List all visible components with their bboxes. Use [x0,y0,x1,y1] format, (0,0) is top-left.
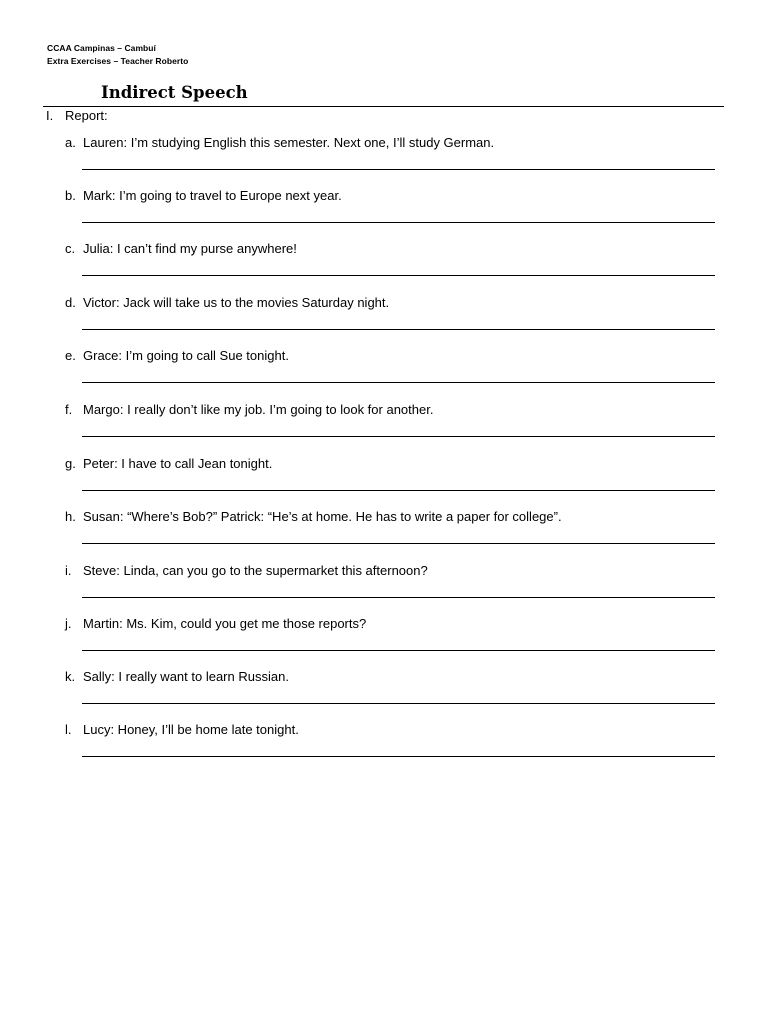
item-letter: e. [65,348,76,363]
item-prompt: Margo: I really don’t like my job. I’m going to look for another. [83,402,434,417]
answer-line[interactable] [82,650,715,651]
item-prompt: Steve: Linda, can you go to the supermarket this afternoon? [83,563,428,578]
section-heading [46,108,108,123]
answer-line[interactable] [82,436,715,437]
page-title: Indirect Speech [101,83,248,102]
item-letter: j. [65,616,72,631]
item-prompt: Martin: Ms. Kim, could you get me those reports? [83,616,367,631]
item-letter: d. [65,295,76,310]
item-prompt: Lucy: Honey, I’ll be home late tonight. [83,722,299,737]
item-letter: f. [65,402,73,417]
answer-line[interactable] [82,222,715,223]
item-prompt: Mark: I’m going to travel to Europe next year. [83,188,342,203]
answer-line[interactable] [82,597,715,598]
item-letter: c. [65,241,76,256]
item-letter: k. [65,669,76,684]
item-letter: b. [65,188,76,203]
item-letter: l. [65,722,72,737]
school-name: CCAA Campinas – Cambuí [47,43,156,53]
section-label: Report: [65,108,108,123]
item-prompt: Victor: Jack will take us to the movies Saturday night. [83,295,390,310]
answer-line[interactable] [82,756,715,757]
title-divider [43,106,724,107]
item-prompt: Lauren: I’m studying English this semester. Next one, I’ll study German. [83,135,495,150]
item-letter: h. [65,509,76,524]
answer-line[interactable] [82,703,715,704]
item-prompt: Julia: I can’t find my purse anywhere! [83,241,297,256]
answer-line[interactable] [82,382,715,383]
worksheet-subtitle: Extra Exercises – Teacher Roberto [47,56,189,66]
item-letter: i. [65,563,72,578]
item-prompt: Sally: I really want to learn Russian. [83,669,289,684]
answer-line[interactable] [82,329,715,330]
answer-line[interactable] [82,169,715,170]
answer-line[interactable] [82,543,715,544]
section-number: I. [46,108,54,123]
item-prompt: Grace: I’m going to call Sue tonight. [83,348,289,363]
item-letter: a. [65,135,76,150]
answer-line[interactable] [82,275,715,276]
item-letter: g. [65,456,76,471]
item-prompt: Susan: “Where’s Bob?” Patrick: “He’s at home. He has to write a paper for college”. [83,509,562,524]
item-prompt: Peter: I have to call Jean tonight. [83,456,273,471]
answer-line[interactable] [82,490,715,491]
